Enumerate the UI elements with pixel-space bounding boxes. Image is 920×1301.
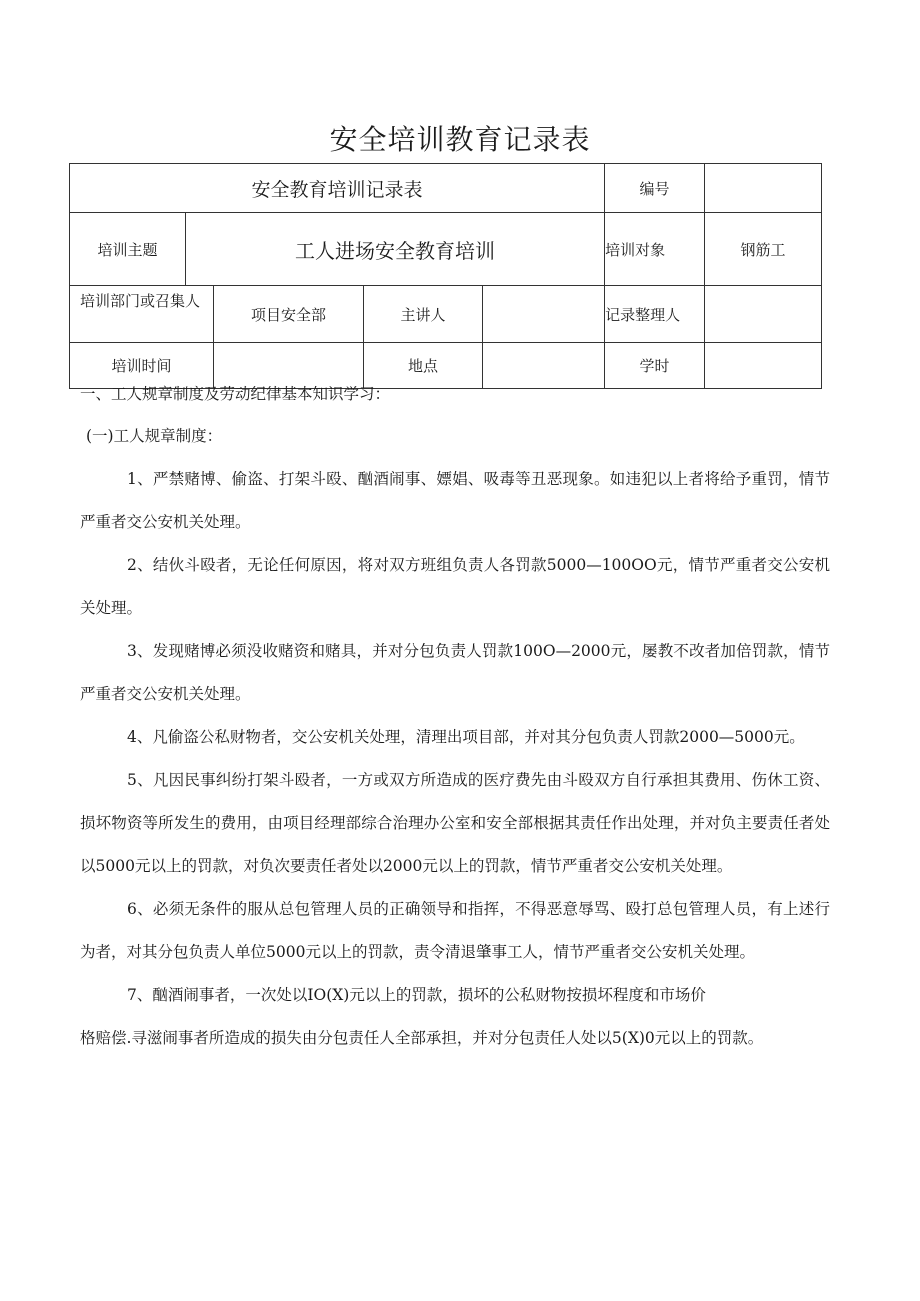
subsection-heading: (一)工人规章制度： <box>86 427 223 445</box>
recorder-value <box>705 286 822 343</box>
number-value <box>705 164 822 213</box>
dept-label: 培训部门或召集人 <box>70 286 214 343</box>
table-row <box>70 286 822 343</box>
record-header-cell: 安全教育培训记录表 <box>70 164 605 213</box>
target-value: 钢筋工 <box>705 213 822 286</box>
list-item: 2、结伙斗殴者，无论任何原因，将对双方班组负责人各罚款5000—100OO元，情节严重者交公安机关处理。 <box>80 556 830 617</box>
section-heading: 一、工人规章制度及劳动纪律基本知识学习： <box>80 385 391 403</box>
topic-label: 培训主题 <box>70 213 186 286</box>
dept-value: 项目安全部 <box>214 286 364 343</box>
time-label: 培训时间 <box>70 343 214 389</box>
topic-value: 工人进场安全教育培训 <box>186 213 605 286</box>
list-item: 1、严禁赌博、偷盗、打架斗殴、酗酒闹事、嫖娼、吸毒等丑恶现象。如违犯以上者将给予重罚，情节严重者交公安机关处理。 <box>80 470 830 531</box>
list-item: 4、凡偷盗公私财物者，交公安机关处理，清理出项目部，并对其分包负责人罚款2000—5000元。 <box>127 728 805 746</box>
list-item: 3、发现赌博必须没收赌资和赌具，并对分包负责人罚款100O—2000元，屡教不改者加倍罚款，情节严重者交公安机关处理。 <box>80 642 830 703</box>
list-item-continuation: 格赔偿.寻滋闹事者所造成的损失由分包责任人全部承担，并对分包责任人处以5(X)0元以上的罚款。 <box>80 1029 764 1047</box>
place-label: 地点 <box>364 343 483 389</box>
number-label: 编号 <box>605 164 705 213</box>
speaker-label: 主讲人 <box>364 286 483 343</box>
table-row <box>70 213 822 286</box>
hours-label: 学时 <box>605 343 705 389</box>
training-record-table-body <box>69 163 822 389</box>
target-label: 培训对象 <box>605 213 705 286</box>
table-row <box>70 164 822 213</box>
page-title: 安全培训教育记录表 <box>329 123 591 156</box>
document-body <box>80 380 830 1060</box>
list-item: 6、必须无条件的服从总包管理人员的正确领导和指挥，不得恶意辱骂、殴打总包管理人员，有上述行为者，对其分包负责人单位5000元以上的罚款，责令清退肇事工人，情节严重者交公安机关处理。 <box>80 900 830 961</box>
speaker-value <box>483 286 605 343</box>
list-item: 5、凡因民事纠纷打架斗殴者，一方或双方所造成的医疗费先由斗殴双方自行承担其费用、伤休工资、损坏物资等所发生的费用，由项目经理部综合治理办公室和安全部根据其责任作出处理，并对负主要责任者处以5000元以上的罚款，对负次要责任者处以2000元以上的罚款，情节严重者交公安机关处理。 <box>80 771 830 875</box>
recorder-label: 记录整理人 <box>605 286 705 343</box>
list-item: 7、酗酒闹事者，一次处以IO(X)元以上的罚款，损坏的公私财物按损坏程度和市场价 <box>127 986 706 1004</box>
